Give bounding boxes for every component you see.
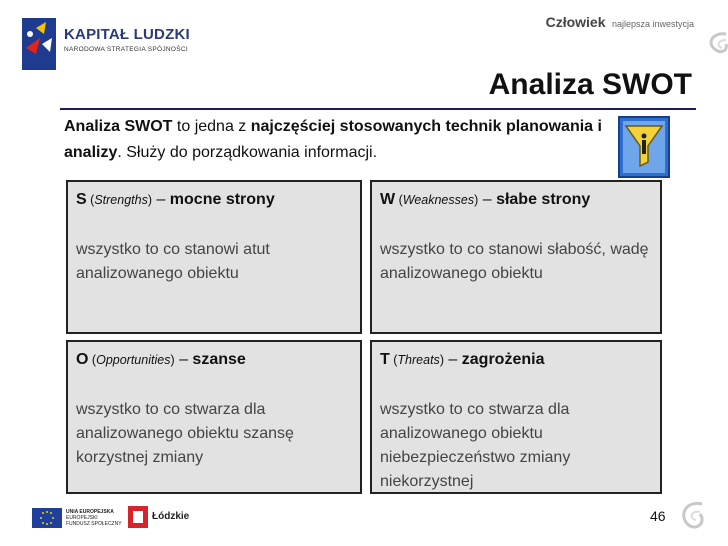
lodzkie-logo: [128, 506, 198, 528]
quadrant-english-term: Weaknesses: [402, 193, 475, 207]
title-divider: [60, 108, 696, 110]
paren-open: (: [389, 353, 398, 367]
quadrant-weaknesses-body: wszystko to co stanowi słabość, wadę analizowanego obiektu: [380, 241, 649, 282]
eu-text-line: FUNDUSZ SPOŁECZNY: [66, 521, 122, 527]
dash: –: [152, 191, 170, 208]
quadrant-opportunities: [66, 340, 362, 494]
kapital-ludzki-logo: [22, 18, 222, 70]
dash: –: [443, 351, 462, 368]
quadrant-polish-term: mocne strony: [169, 191, 275, 208]
kapital-ludzki-logo-icon: [22, 18, 56, 70]
paren-close: ): [170, 353, 175, 367]
lodzkie-text: Łódzkie: [152, 511, 190, 522]
quadrant-english-term: Threats: [397, 353, 440, 367]
eu-logo: [32, 508, 122, 528]
quadrant-weaknesses-header: [380, 191, 590, 209]
lodzkie-logo-icon: [128, 506, 148, 528]
quadrant-polish-term: słabe strony: [496, 191, 591, 208]
paren-close: ): [147, 193, 152, 207]
swirl-icon: [704, 30, 728, 56]
swirl-icon: [676, 498, 706, 532]
quadrant-weaknesses: [370, 180, 662, 334]
intro-term: Analiza SWOT: [64, 118, 173, 135]
dash: –: [478, 191, 497, 208]
quadrant-opportunities-header: [76, 351, 246, 369]
quadrant-polish-term: szanse: [192, 351, 246, 368]
paren-open: (: [395, 193, 403, 207]
paren-open: (: [86, 193, 95, 207]
slide-title: Analiza SWOT: [488, 68, 692, 101]
czlowiek-logo: [546, 14, 694, 32]
quadrant-letter: W: [380, 191, 396, 208]
quadrant-letter: O: [76, 351, 89, 368]
intro-paragraph: [64, 114, 624, 166]
intro-text-2: . Służy do porządkowania informacji.: [117, 144, 378, 161]
eu-text-line: UNIA EUROPEJSKA: [66, 509, 114, 515]
quadrant-opportunities-body: wszystko to co stwarza dla analizowanego obiektu szansę korzystnej zmiany: [76, 401, 294, 466]
quadrant-strengths: [66, 180, 362, 334]
dash: –: [174, 351, 193, 368]
intro-emphasis: najczęściej stosowanych technik planowania i analizy: [64, 118, 602, 161]
paren-close: ): [439, 353, 444, 367]
funnel-info-icon: [618, 116, 670, 178]
czlowiek-main: Człowiek: [545, 14, 606, 30]
paren-close: ): [474, 193, 479, 207]
intro-text-1: to jedna z: [172, 118, 251, 135]
eu-text-line: EUROPEJSKI: [66, 515, 98, 521]
czlowiek-tag: najlepsza inwestycja: [611, 19, 694, 29]
quadrant-threats-header: [380, 351, 544, 369]
quadrant-strengths-header: [76, 191, 275, 209]
quadrant-strengths-body: wszystko to co stanowi atut analizowanego obiektu: [76, 241, 270, 282]
kapital-ludzki-subtitle: NARODOWA STRATEGIA SPÓJNOŚCI: [64, 46, 188, 53]
kapital-ludzki-title: KAPITAŁ LUDZKI: [64, 26, 190, 43]
quadrant-letter: S: [76, 191, 87, 208]
quadrant-threats: [370, 340, 662, 494]
eu-text: [66, 509, 122, 527]
eu-flag-icon: [32, 508, 62, 528]
quadrant-english-term: Opportunities: [96, 353, 171, 367]
quadrant-threats-body: wszystko to co stwarza dla analizowanego obiektu niebezpieczeństwo zmiany niekorzystnej: [380, 401, 571, 490]
paren-open: (: [88, 353, 97, 367]
page-number: 46: [650, 508, 666, 524]
quadrant-letter: T: [380, 351, 390, 368]
quadrant-polish-term: zagrożenia: [461, 351, 545, 368]
quadrant-english-term: Strengths: [94, 193, 148, 207]
